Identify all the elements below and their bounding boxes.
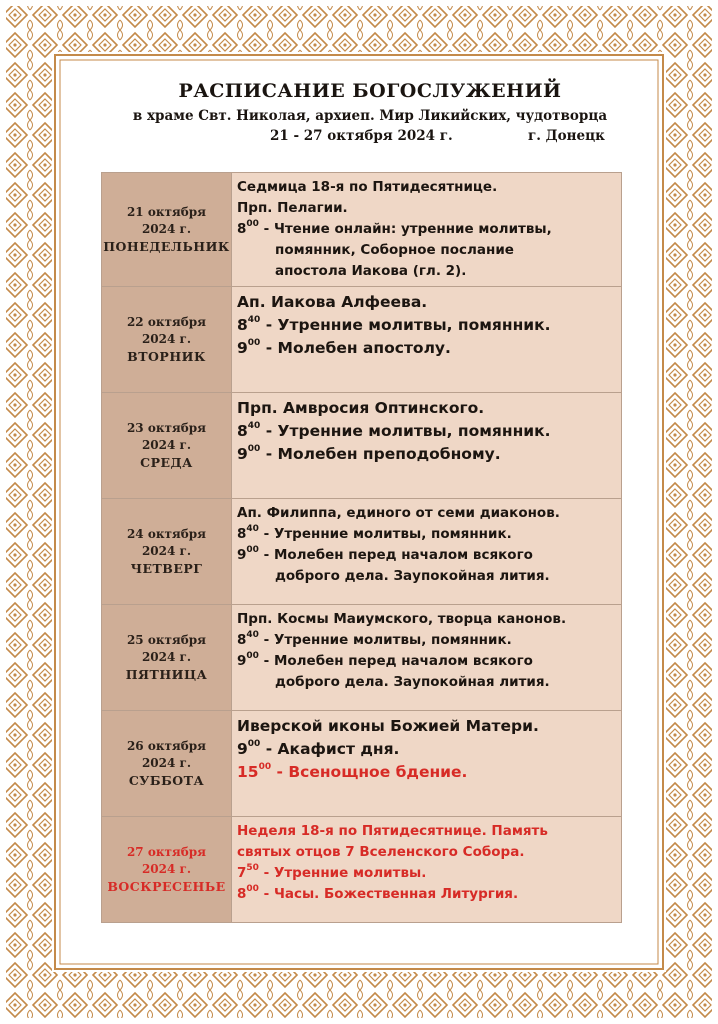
service-cell — [232, 817, 622, 923]
day-weekday: СРЕДА — [140, 455, 193, 470]
service-time-minutes: 50 — [246, 862, 259, 873]
service-line — [237, 651, 615, 672]
service-text: - Молебен перед началом всякого — [258, 653, 533, 669]
service-line — [237, 630, 615, 651]
day-weekday: ЧЕТВЕРГ — [130, 561, 203, 576]
service-line — [237, 524, 615, 545]
service-line: Ап. Филиппа, единого от семи диаконов. — [237, 505, 560, 521]
day-year: 2024 г. — [141, 862, 192, 876]
service-time: 15 — [237, 763, 259, 781]
day-date: 24 октября — [126, 527, 207, 541]
service-line — [237, 337, 615, 360]
church-subtitle: в храме Свт. Николая, архиеп. Мир Ликийских, чудотворца — [132, 108, 608, 124]
service-text: - Утренние молитвы, помянник. — [258, 632, 512, 648]
service-time: 9 — [237, 547, 247, 563]
service-time-minutes: 00 — [246, 650, 259, 661]
day-year: 2024 г. — [141, 332, 192, 346]
day-date: 23 октября — [126, 421, 207, 435]
day-year: 2024 г. — [141, 438, 192, 452]
table-row — [102, 499, 622, 605]
service-text: - Утренние молитвы, помянник. — [260, 316, 551, 334]
service-line: Прп. Амвросия Оптинского. — [237, 399, 485, 417]
day-weekday: СУББОТА — [128, 773, 205, 788]
service-text: - Чтение онлайн: утренние молитвы, — [258, 221, 552, 237]
day-year: 2024 г. — [141, 544, 192, 558]
service-text: - Всенощное бдение. — [271, 763, 468, 781]
day-cell — [102, 711, 232, 817]
service-line — [237, 314, 615, 337]
schedule-header — [100, 80, 640, 146]
service-line: Иверской иконы Божией Матери. — [237, 717, 539, 735]
service-cell — [232, 605, 622, 711]
table-row — [102, 287, 622, 393]
day-cell — [102, 499, 232, 605]
service-line: Неделя 18-я по Пятидесятнице. Память — [237, 823, 548, 839]
service-line: доброго дела. Заупокойная лития. — [275, 674, 550, 690]
day-year: 2024 г. — [141, 650, 192, 664]
service-time: 8 — [237, 526, 247, 542]
service-text: - Утренние молитвы. — [258, 865, 427, 881]
day-weekday: ПЯТНИЦА — [125, 667, 208, 682]
service-line — [237, 738, 615, 761]
service-time: 9 — [237, 653, 247, 669]
service-text: - Молебен преподобному. — [260, 445, 501, 463]
service-line — [237, 863, 615, 884]
service-line — [237, 219, 615, 240]
service-time: 9 — [237, 339, 248, 357]
service-time-minutes: 40 — [246, 629, 259, 640]
service-line: апостола Иакова (гл. 2). — [275, 263, 467, 279]
service-line — [237, 420, 615, 443]
service-text: - Акафист дня. — [260, 740, 400, 758]
service-line: доброго дела. Заупокойная лития. — [275, 568, 550, 584]
table-row — [102, 393, 622, 499]
table-row — [102, 605, 622, 711]
day-date: 26 октября — [126, 739, 207, 753]
service-cell — [232, 393, 622, 499]
day-date: 22 октября — [126, 315, 207, 329]
day-cell — [102, 287, 232, 393]
service-time-minutes: 00 — [246, 883, 259, 894]
service-line — [237, 545, 615, 566]
table-row — [102, 817, 622, 923]
table-row — [102, 711, 622, 817]
service-line: Ап. Иакова Алфеева. — [237, 293, 428, 311]
service-time: 9 — [237, 445, 248, 463]
service-line: Прп. Космы Маиумского, творца канонов. — [237, 611, 567, 627]
service-cell — [232, 287, 622, 393]
day-cell — [102, 817, 232, 923]
day-weekday: ВОСКРЕСЕНЬЕ — [107, 879, 226, 894]
service-time-minutes: 00 — [247, 738, 261, 749]
day-cell — [102, 173, 232, 287]
service-time: 8 — [237, 886, 247, 902]
service-line: святых отцов 7 Вселенского Собора. — [237, 844, 525, 860]
service-time-minutes: 40 — [247, 314, 261, 325]
day-date: 27 октября — [126, 845, 207, 859]
day-cell — [102, 393, 232, 499]
service-text: - Молебен перед началом всякого — [258, 547, 533, 563]
service-time-minutes: 00 — [246, 544, 259, 555]
service-text: - Утренние молитвы, помянник. — [258, 526, 512, 542]
day-year: 2024 г. — [141, 756, 192, 770]
service-line — [237, 884, 615, 905]
service-cell — [232, 173, 622, 287]
service-line: Седмица 18-я по Пятидесятнице. — [237, 179, 498, 195]
service-cell — [232, 711, 622, 817]
service-time: 8 — [237, 422, 248, 440]
service-time-minutes: 00 — [247, 337, 261, 348]
service-time: 9 — [237, 740, 248, 758]
service-line: помянник, Соборное послание — [275, 242, 514, 258]
day-weekday: ВТОРНИК — [127, 349, 206, 364]
day-weekday: ПОНЕДЕЛЬНИК — [103, 239, 230, 254]
table-row — [102, 173, 622, 287]
service-time: 8 — [237, 632, 247, 648]
service-text: - Молебен апостолу. — [260, 339, 451, 357]
service-time: 7 — [237, 865, 247, 881]
schedule-table — [101, 172, 622, 923]
service-time-minutes: 00 — [247, 443, 261, 454]
service-text: - Часы. Божественная Литургия. — [258, 886, 519, 902]
day-date: 21 октября — [126, 205, 207, 219]
service-time: 8 — [237, 316, 248, 334]
service-line: Прп. Пелагии. — [237, 200, 348, 216]
day-cell — [102, 605, 232, 711]
page-title: РАСПИСАНИЕ БОГОСЛУЖЕНИЙ — [178, 80, 562, 102]
service-line — [237, 443, 615, 466]
date-range: 21 - 27 октября 2024 г. — [270, 128, 453, 144]
service-time-minutes: 00 — [246, 218, 259, 229]
service-time-minutes: 00 — [258, 761, 272, 772]
service-text: - Утренние молитвы, помянник. — [260, 422, 551, 440]
date-line — [100, 128, 640, 146]
day-date: 25 октября — [126, 633, 207, 647]
city-name: г. Донецк — [528, 128, 605, 144]
service-cell — [232, 499, 622, 605]
day-year: 2024 г. — [141, 222, 192, 236]
service-line — [237, 761, 615, 784]
service-time-minutes: 40 — [246, 523, 259, 534]
service-time-minutes: 40 — [247, 420, 261, 431]
service-time: 8 — [237, 221, 247, 237]
